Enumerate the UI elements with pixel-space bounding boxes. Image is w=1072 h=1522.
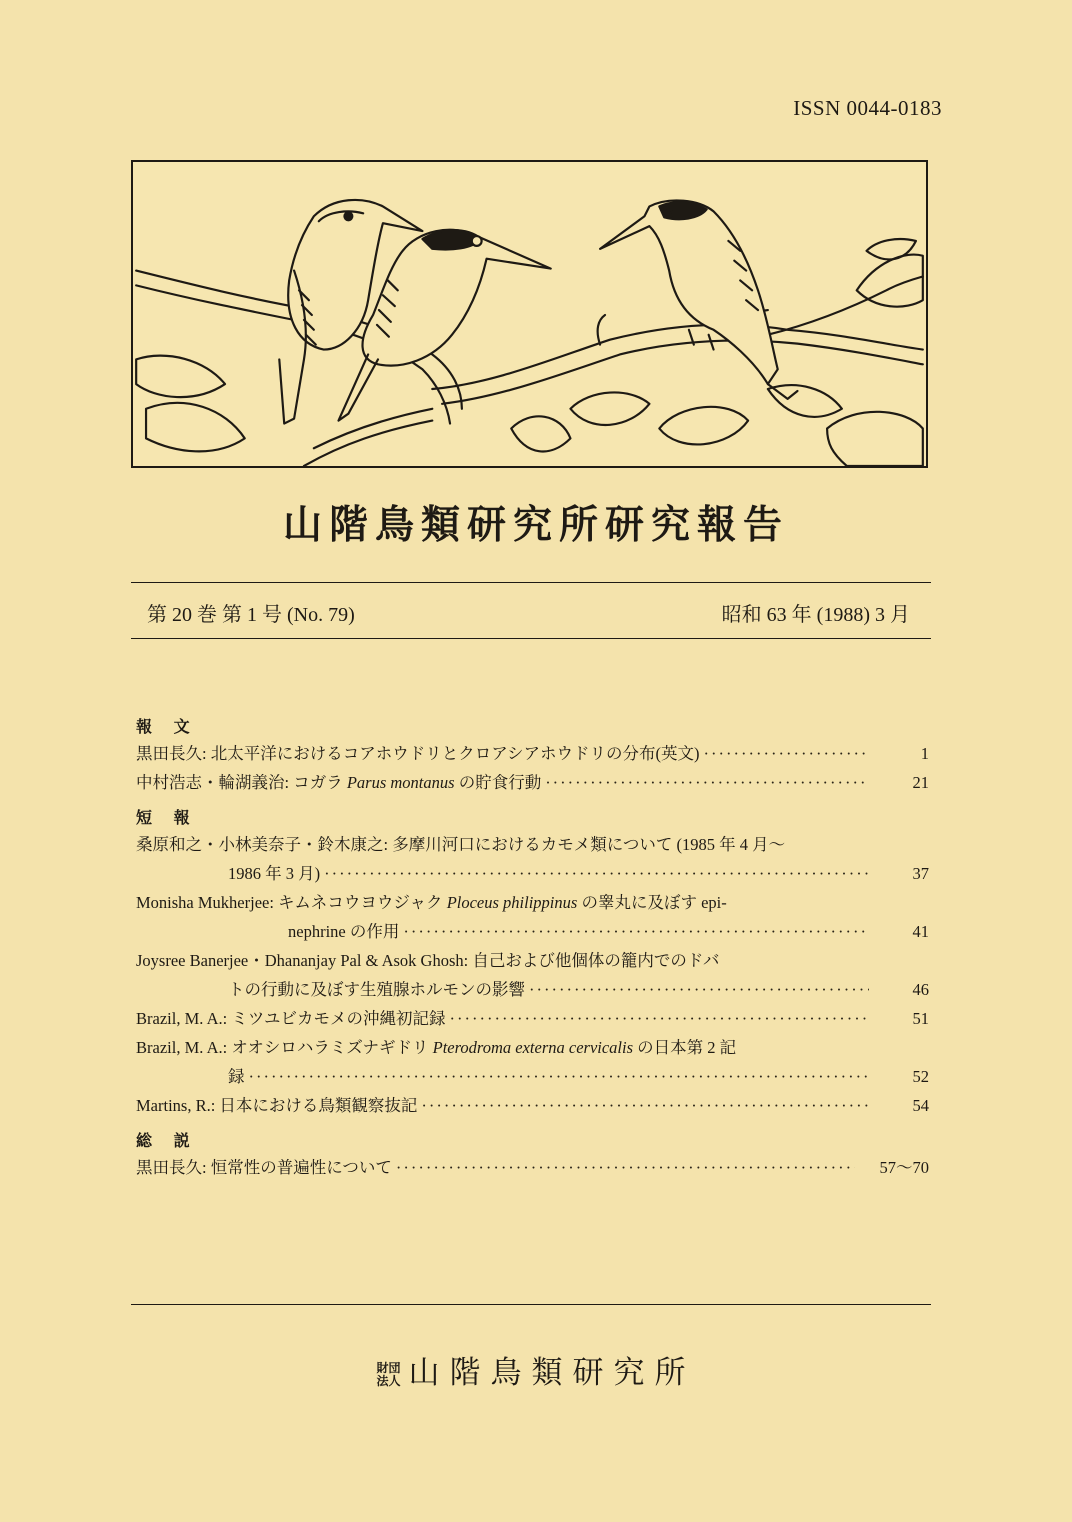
toc-entry [136,946,929,1004]
leader-dots [324,859,869,888]
entry-title-cont: 1986 年 3 月) [228,864,321,883]
issue-date: 昭和 63 年 (1988) 3 月 [721,604,910,626]
toc-entry [136,888,929,946]
entry-title-part: の貯食行動 [454,773,542,792]
toc-entry [136,1153,929,1182]
issn: ISSN 0044-0183 [793,96,942,120]
toc-entry [136,768,929,797]
entry-title-part: Monisha Mukherjee: キムネコウヨウジャク [136,893,447,912]
leader-dots [249,1062,870,1091]
entry-page: 46 [912,980,929,999]
leader-dots [403,917,869,946]
journal-title: 山階鳥類研究所研究報告 [282,502,789,548]
entry-title-part: の日本第 2 記 [633,1038,737,1057]
publisher-name: 山階鳥類研究所 [408,1355,696,1391]
volume-number: 第 20 巻 第 1 号 (No. 79) [147,604,355,626]
entry-title [136,1033,736,1062]
entry-title-part: の睾丸に及ぼす epi- [577,893,727,912]
top-rule [131,582,931,583]
toc-entry [136,830,929,888]
entry-page: 51 [912,1009,929,1028]
leader-dots [529,975,869,1004]
table-of-contents [136,706,929,1182]
species-name: Ploceus philippinus [446,893,578,912]
entry-page: 54 [912,1096,929,1115]
entry-title-cont: nephrine の作用 [288,922,400,941]
entry-page: 1 [920,744,929,763]
entry-page: 21 [912,773,929,792]
entry-title: Joysree Banerjee・Dhananjay Pal & Asok Ghosh: 自己および他個体の籠内でのドバ [136,951,720,970]
entry-title [136,888,727,917]
section-heading: 短 報 [136,808,198,827]
section-heading: 総 説 [136,1131,198,1150]
publisher-prefix [376,1362,400,1388]
toc-entry [136,1033,929,1091]
entry-title-part: Brazil, M. A.: オオシロハラミズナギドリ [136,1038,433,1057]
species-name: Parus montanus [346,773,455,792]
entry-title: 黒田長久: 恒常性の普遍性について [136,1158,392,1177]
prefix-line: 法人 [376,1373,401,1388]
prefix-line: 財団 [376,1360,401,1375]
entry-title: 桑原和之・小林美奈子・鈴木康之: 多摩川河口におけるカモメ類について (1985 年 4 月～ [136,835,786,854]
entry-page: 57～70 [879,1158,929,1177]
entry-title: Martins, R.: 日本における鳥類観察抜記 [136,1096,418,1115]
entry-page: 41 [912,922,929,941]
entry-title [136,768,541,797]
section-heading: 報 文 [136,717,198,736]
leader-dots [704,739,869,768]
leader-dots [421,1091,869,1120]
leader-dots [545,768,869,797]
toc-entry [136,1091,929,1120]
publisher [0,1347,1072,1392]
entry-title-cont: 録 [228,1067,245,1086]
entry-title: 黒田長久: 北太平洋におけるコアホウドリとクロアシアホウドリの分布(英文) [136,744,700,763]
bottom-rule [131,638,931,639]
leader-dots [396,1153,855,1182]
entry-page: 37 [912,864,929,883]
toc-entry [136,1004,929,1033]
kingfisher-drawing [133,162,926,466]
entry-title: Brazil, M. A.: ミツユビカモメの沖縄初記録 [136,1009,446,1028]
footer-rule [131,1304,931,1305]
entry-title-part: 中村浩志・輪湖義治: コガラ [136,773,347,792]
toc-entry [136,739,929,768]
entry-title-cont: トの行動に及ぼす生殖腺ホルモンの影響 [228,980,525,999]
kingfisher-illustration [131,160,928,468]
species-name: Pterodroma externa cervicalis [432,1038,634,1057]
leader-dots [450,1004,870,1033]
entry-page: 52 [912,1067,929,1086]
